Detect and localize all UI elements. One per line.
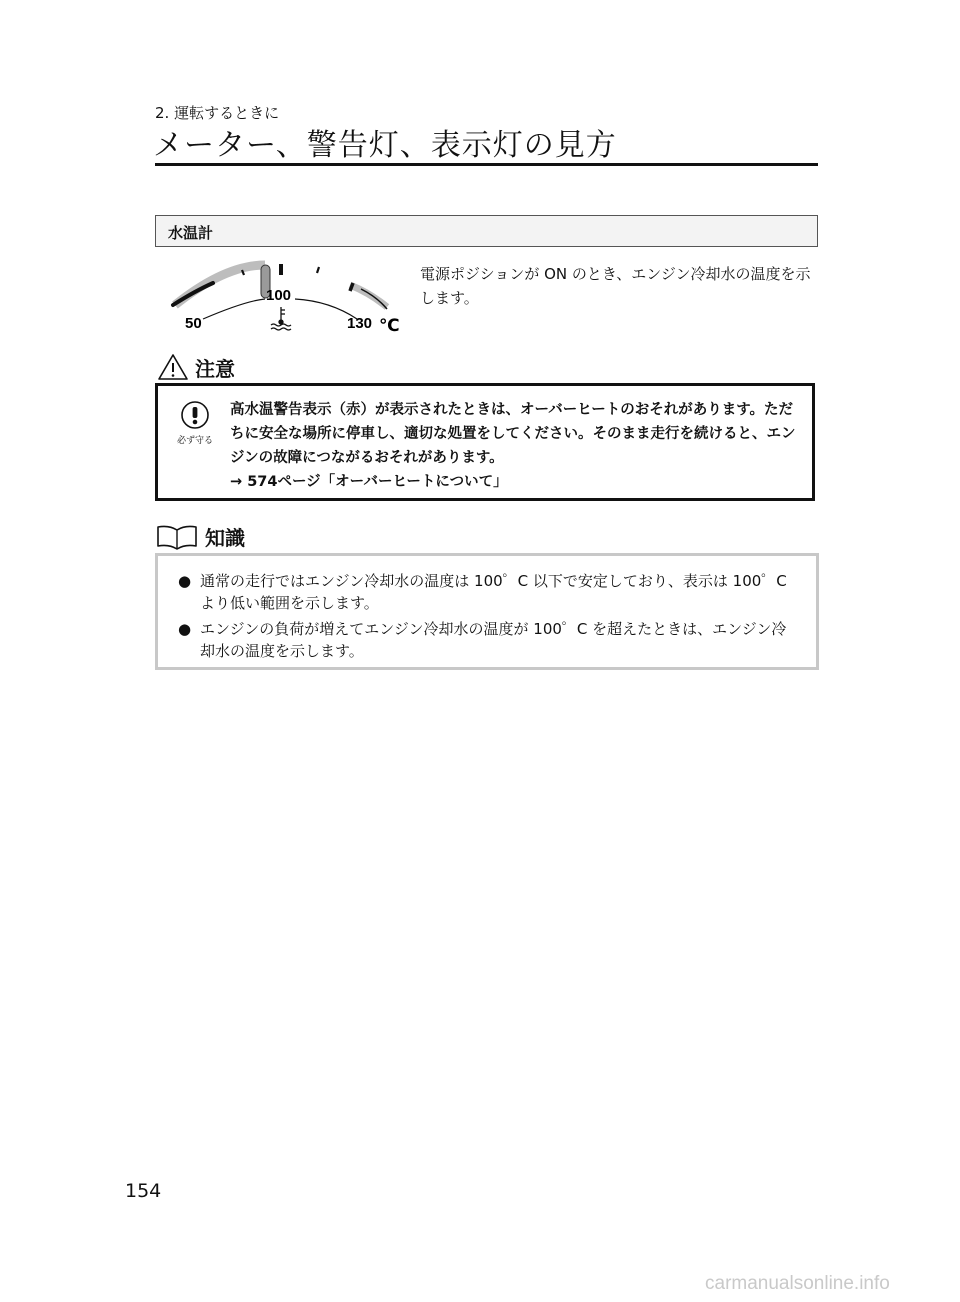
knowledge-heading-label: 知識 xyxy=(205,526,245,550)
water-temperature-gauge xyxy=(165,255,410,340)
title-divider xyxy=(155,163,818,166)
caution-reference-link[interactable]: → 574ページ「オーバーヒートについて」 xyxy=(230,474,508,490)
caution-paragraph: 高水温警告表示（赤）が表示されたときは、オーバーヒートのおそれがあります。ただちに安全な場所に停車し、適切な処置をしてください。そのまま走行を続けると、エンジンの故障につながるおそれがあります。 xyxy=(230,402,796,466)
gauge-label-min: 50 xyxy=(185,315,202,332)
gauge-inner-line-mid xyxy=(203,299,265,319)
knowledge-box xyxy=(155,553,819,670)
list-item xyxy=(178,618,798,662)
coolant-temperature-icon xyxy=(271,307,291,330)
gauge-label-mid: 100 xyxy=(266,287,292,304)
section-heading-box xyxy=(155,215,818,247)
section-title: 水温計 xyxy=(168,224,214,242)
bullet-icon: ● xyxy=(178,572,192,590)
warning-triangle-icon xyxy=(157,353,189,381)
gauge-tick xyxy=(317,267,319,273)
open-book-icon xyxy=(155,524,199,550)
must-follow-label: 必ず守る xyxy=(176,436,213,446)
list-item-text: 通常の走行ではエンジン冷却水の温度は 100゜C 以下で安定しており、表示は 100゜C より低い範囲を示します。 xyxy=(200,572,787,612)
gauge-description: 電源ポジションが ON のとき、エンジン冷却水の温度を示します。 xyxy=(420,265,811,307)
chapter-label: 2. 運転するときに xyxy=(155,104,280,122)
caution-heading-label: 注意 xyxy=(195,357,235,381)
page-number: 154 xyxy=(125,1180,162,1202)
list-item-text: エンジンの負荷が増えてエンジン冷却水の温度が 100゜C を超えたときは、エンジン冷却水の温度を示します。 xyxy=(200,620,787,660)
gauge-label-max: 130 xyxy=(347,315,373,332)
watermark-text: carmanualsonline.info xyxy=(705,1273,890,1294)
exclamation-circle-icon xyxy=(175,400,215,432)
bullet-icon: ● xyxy=(178,620,192,638)
caution-box xyxy=(155,383,815,501)
gauge-outer-arc xyxy=(175,265,265,305)
caution-text xyxy=(230,398,805,494)
page-title: メーター、警告灯、表示灯の見方 xyxy=(153,128,617,163)
must-follow-badge xyxy=(175,400,215,446)
list-item xyxy=(178,570,798,614)
gauge-unit: ℃ xyxy=(379,316,400,336)
